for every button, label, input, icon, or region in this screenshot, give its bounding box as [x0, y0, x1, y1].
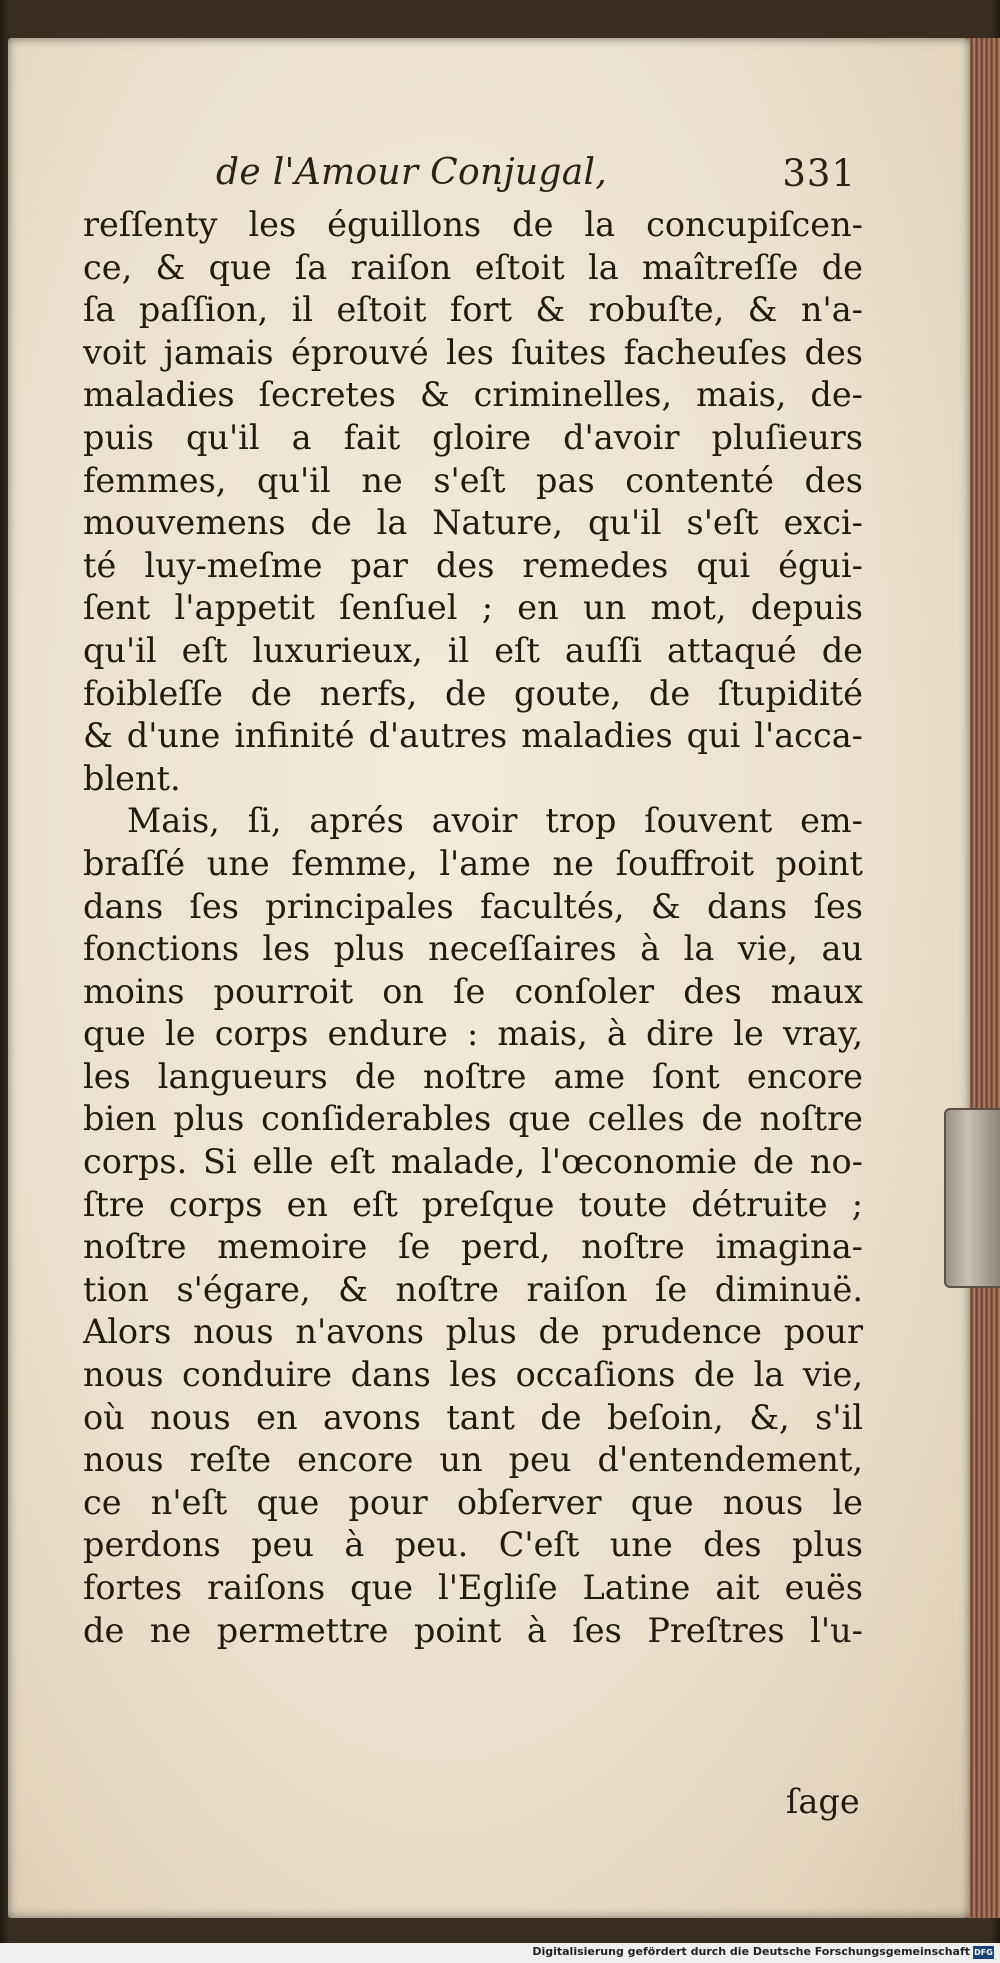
text-line: ſa paſſion, il eſtoit fort & robuſte, & n'a-: [83, 290, 863, 330]
text-line: ce, & que ſa raiſon eſtoit la maîtreſſe de: [83, 247, 863, 287]
page-number: 331: [782, 152, 856, 195]
page-edges: [966, 38, 1000, 1918]
text-line: fortes raiſons que l'Egliſe Latine ait euës: [83, 1568, 863, 1607]
body-text: [83, 204, 863, 1652]
text-line: Alors nous n'avons plus de prudence pour: [83, 1312, 863, 1352]
catchword: ſage: [786, 1782, 860, 1821]
dfg-logo-icon: DFG: [974, 1948, 993, 1957]
funding-credit: Digitalisierung gefördert durch die Deutsche Forschungsgemeinschaft: [532, 1945, 970, 1958]
running-title: de l'Amour Conjugal,: [216, 152, 608, 193]
text-line: voit jamais éprouvé les ſuites facheuſes des: [83, 332, 863, 372]
text-line: qu'il eſt luxurieux, il eſt auſſi attaqué de: [83, 630, 863, 670]
text-line: nous conduire dans les occaſions de la vie,: [83, 1355, 863, 1395]
text-line: les langueurs de noſtre ame ſont encore: [83, 1056, 863, 1096]
text-line: ce n'eſt que pour obſerver que nous le: [83, 1482, 863, 1522]
text-line: tion s'égare, & noſtre raiſon ſe diminuë.: [83, 1269, 863, 1309]
text-line: braſſé une femme, l'ame ne ſouffroit point: [83, 843, 863, 883]
text-line: où nous en avons tant de beſoin, &, s'il: [83, 1397, 863, 1437]
text-line: fonctions les plus neceſſaires à la vie, au: [83, 929, 863, 969]
running-head: [216, 152, 856, 200]
text-line: perdons peu à peu. C'eſt une des plus: [83, 1525, 863, 1565]
text-line: ſent l'appetit ſenſuel ; en un mot, depuis: [83, 588, 863, 628]
digitization-footer: [0, 1943, 1000, 1963]
text-line: bien plus conſiderables que celles de noſtre: [83, 1099, 863, 1139]
text-line: que le corps endure : mais, à dire le vray,: [83, 1014, 863, 1054]
text-line: mouvemens de la Nature, qu'il s'eſt exci-: [83, 503, 863, 543]
text-line: noſtre memoire ſe perd, noſtre imagina-: [83, 1227, 863, 1267]
text-line: femmes, qu'il ne s'eſt pas contenté des: [83, 460, 863, 500]
book-clasp: [944, 1108, 1000, 1288]
paragraph-start-line: Mais, ſi, aprés avoir trop ſouvent em-: [127, 801, 863, 841]
text-line: foibleſſe de nerfs, de goute, de ſtupidité: [83, 673, 863, 713]
text-line: de ne permettre point à ſes Preſtres l'u-: [83, 1610, 863, 1650]
text-line: dans ſes principales facultés, & dans ſes: [83, 886, 863, 926]
text-line: té luy-meſme par des remedes qui égui-: [83, 545, 863, 585]
text-line: corps. Si elle eſt malade, l'œconomie de no-: [83, 1142, 863, 1182]
text-line: & d'une infinité d'autres maladies qui l'acca-: [83, 716, 863, 756]
text-line: nous reſte encore un peu d'entendement,: [83, 1440, 863, 1480]
text-line: ſtre corps en eſt preſque toute détruite ;: [83, 1184, 863, 1224]
text-line: moins pourroit on ſe conſoler des maux: [83, 971, 863, 1011]
text-line: maladies ſecretes & criminelles, mais, de-: [83, 375, 863, 415]
text-line: reſſenty les éguillons de la concupiſcen-: [83, 205, 863, 244]
text-line: blent.: [83, 758, 181, 798]
text-line: puis qu'il a fait gloire d'avoir pluſieurs: [83, 417, 863, 457]
